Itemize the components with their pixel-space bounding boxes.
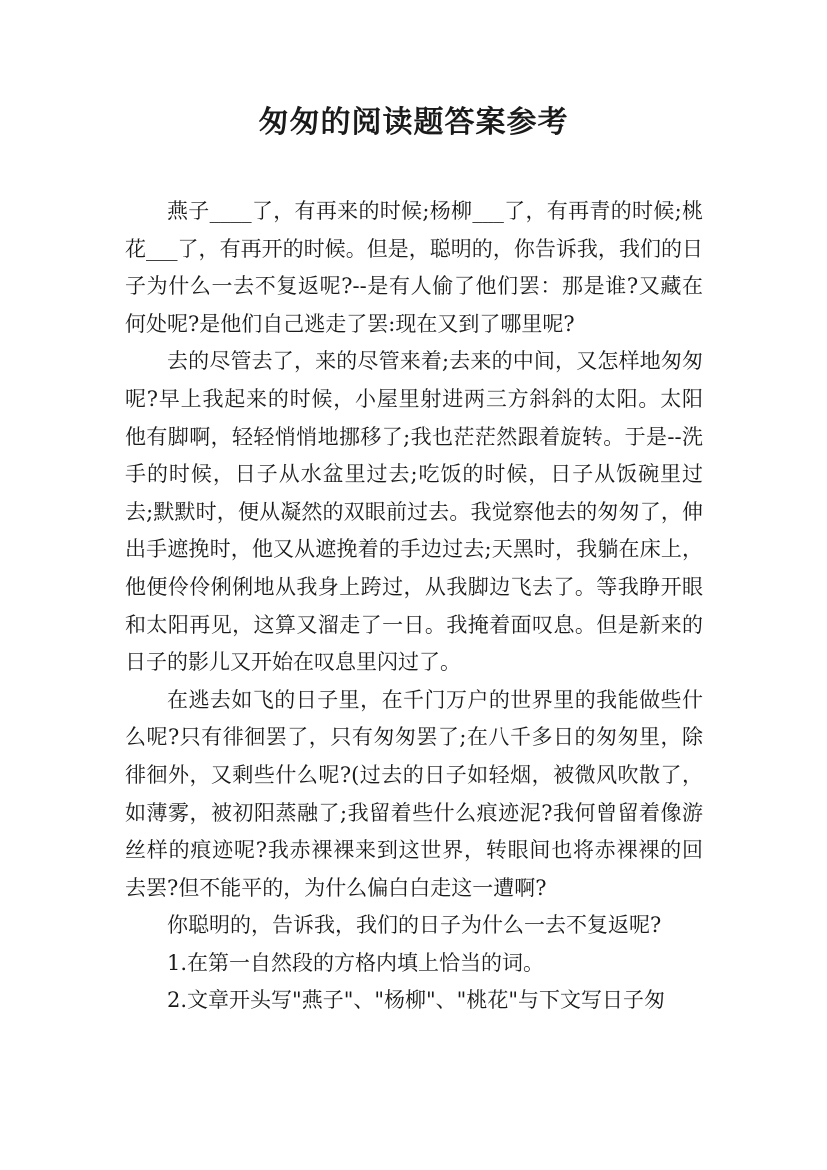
question-2: 2.文章开头写"燕子"、"杨柳"、"桃花"与下文写日子匆 <box>167 988 665 1013</box>
document-title: 匆匆的阅读题答案参考 <box>258 105 569 140</box>
question-1: 1.在第一自然段的方格内填上恰当的词。 <box>167 950 545 975</box>
paragraph-3: 在逃去如飞的日子里，在千门万户的世界里的我能做些什么呢?只有徘徊罢了，只有匆匆罢了;在八千多日的匆匆里，除徘徊外，又剩些什么呢?(过去的日子如轻烟，被微风吹散了，如薄雾，被初阳蒸融了;我留着些什么痕迹泥?我何曾留着像游丝样的痕迹呢?我赤裸裸来到这世界，转眼间也将赤裸裸的回去罢?但不能平的，为什么偏白白走这一遭啊? <box>125 687 703 900</box>
paragraph-1: 燕子____了，有再来的时候;杨柳___了，有再青的时候;桃花___了，有再开的时候。但是，聪明的，你告诉我，我们的日子为什么一去不复返呢?--是有人偷了他们罢：那是谁?又藏在何处呢?是他们自己逃走了罢:现在又到了哪里呢? <box>125 199 703 336</box>
document-body <box>125 193 703 1020</box>
paragraph-4: 你聪明的，告诉我，我们的日子为什么一去不复返呢? <box>167 913 662 938</box>
paragraph-2: 去的尽管去了，来的尽管来着;去来的中间，又怎样地匆匆呢?早上我起来的时候，小屋里射进两三方斜斜的太阳。太阳他有脚啊，轻轻悄悄地挪移了;我也茫茫然跟着旋转。于是--洗手的时候，日子从水盆里过去;吃饭的时候，日子从饭碗里过去;默默时，便从凝然的双眼前过去。我觉察他去的匆匆了，伸出手遮挽时，他又从遮挽着的手边过去;天黑时，我躺在床上，他便伶伶俐俐地从我身上跨过，从我脚边飞去了。等我睁开眼和太阳再见，这算又溜走了一日。我掩着面叹息。但是新来的日子的影儿又开始在叹息里闪过了。 <box>125 349 703 675</box>
